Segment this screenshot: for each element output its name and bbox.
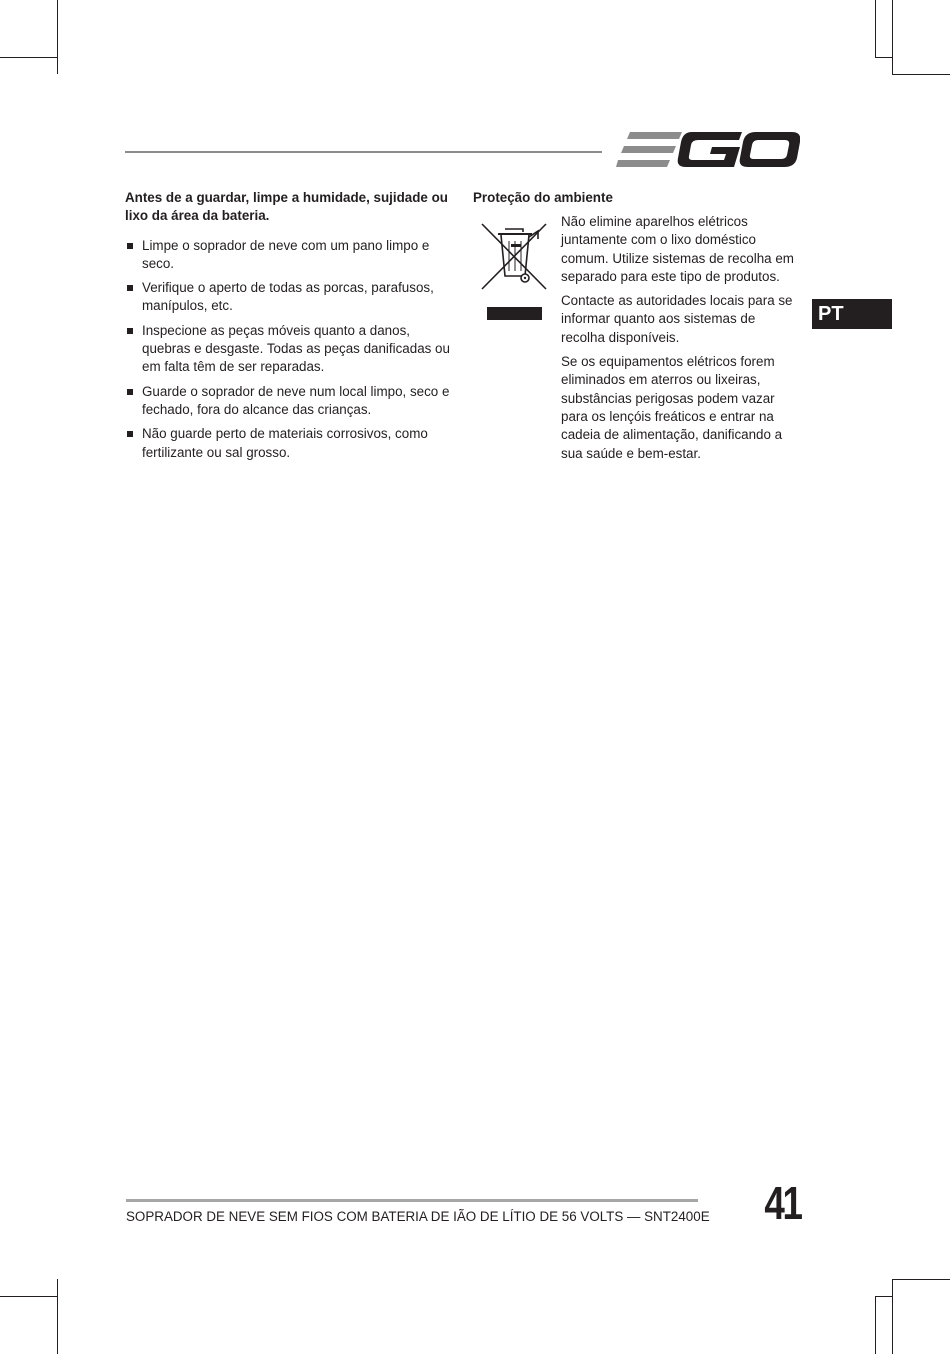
page-number: 41: [764, 1177, 801, 1229]
list-item: [125, 322, 455, 377]
square-bullet-icon: [127, 285, 133, 291]
crop-mark: [893, 1279, 950, 1280]
environment-heading: Proteção do ambiente: [473, 190, 613, 205]
environment-paragraph: Se os equipamentos elétricos forem eliminados em aterros ou lixeiras, substâncias perigosas podem vazar para os lençóis freáticos e entrar na cadeia de alimentação, danificando a sua saúde e bem-estar.: [561, 354, 783, 461]
crossed-out-wheelie-bin-icon: [478, 219, 550, 291]
square-bullet-icon: [127, 328, 133, 334]
crop-mark: [57, 0, 58, 74]
environment-paragraph: Contacte as autoridades locais para se informar quanto aos sistemas de recolha disponíveis.: [561, 293, 793, 345]
list-item: [125, 425, 455, 462]
crop-mark: [875, 1296, 876, 1354]
environment-paragraph: Não elimine aparelhos elétricos juntamente com o lixo doméstico comum. Utilize sistemas de recolha em separado para este tipo de produtos.: [561, 214, 794, 284]
crop-mark: [57, 1279, 58, 1354]
square-bullet-icon: [127, 389, 133, 395]
header-rule: [125, 151, 602, 153]
list-item: [125, 383, 455, 420]
storage-section: [125, 189, 455, 468]
list-item-text: Inspecione as peças móveis quanto a danos, quebras e desgaste. Todas as peças danificadas ou em falta têm de ser reparadas.: [142, 322, 450, 375]
list-item-text: Limpe o soprador de neve com um pano limpo e seco.: [142, 237, 430, 271]
list-item: [125, 279, 455, 316]
list-item-text: Não guarde perto de materiais corrosivos, como fertilizante ou sal grosso.: [142, 426, 428, 460]
storage-list: [125, 237, 455, 462]
square-bullet-icon: [127, 431, 133, 437]
crop-mark: [892, 0, 893, 74]
square-bullet-icon: [127, 243, 133, 249]
weee-bar: [487, 307, 542, 320]
list-item-text: Verifique o aperto de todas as porcas, parafusos, manípulos, etc.: [142, 280, 434, 314]
ego-logo: [616, 128, 800, 172]
storage-heading: Antes de a guardar, limpe a humidade, sujidade ou lixo da área da bateria.: [125, 190, 448, 224]
crop-mark: [876, 1296, 893, 1297]
crop-mark: [0, 1296, 58, 1297]
footer-title: SOPRADOR DE NEVE SEM FIOS COM BATERIA DE IÃO DE LÍTIO DE 56 VOLTS — SNT2400E: [126, 1209, 710, 1224]
footer-rule: [126, 1199, 698, 1202]
list-item: [125, 237, 455, 274]
crop-mark: [892, 74, 950, 75]
crop-mark: [0, 57, 58, 58]
language-tab: PT: [812, 299, 892, 329]
crop-mark: [875, 0, 876, 58]
environment-text: [561, 213, 801, 469]
list-item-text: Guarde o soprador de neve num local limpo, seco e fechado, fora do alcance das crianças.: [142, 383, 450, 417]
crop-mark: [876, 57, 893, 58]
crop-mark: [892, 1279, 893, 1354]
